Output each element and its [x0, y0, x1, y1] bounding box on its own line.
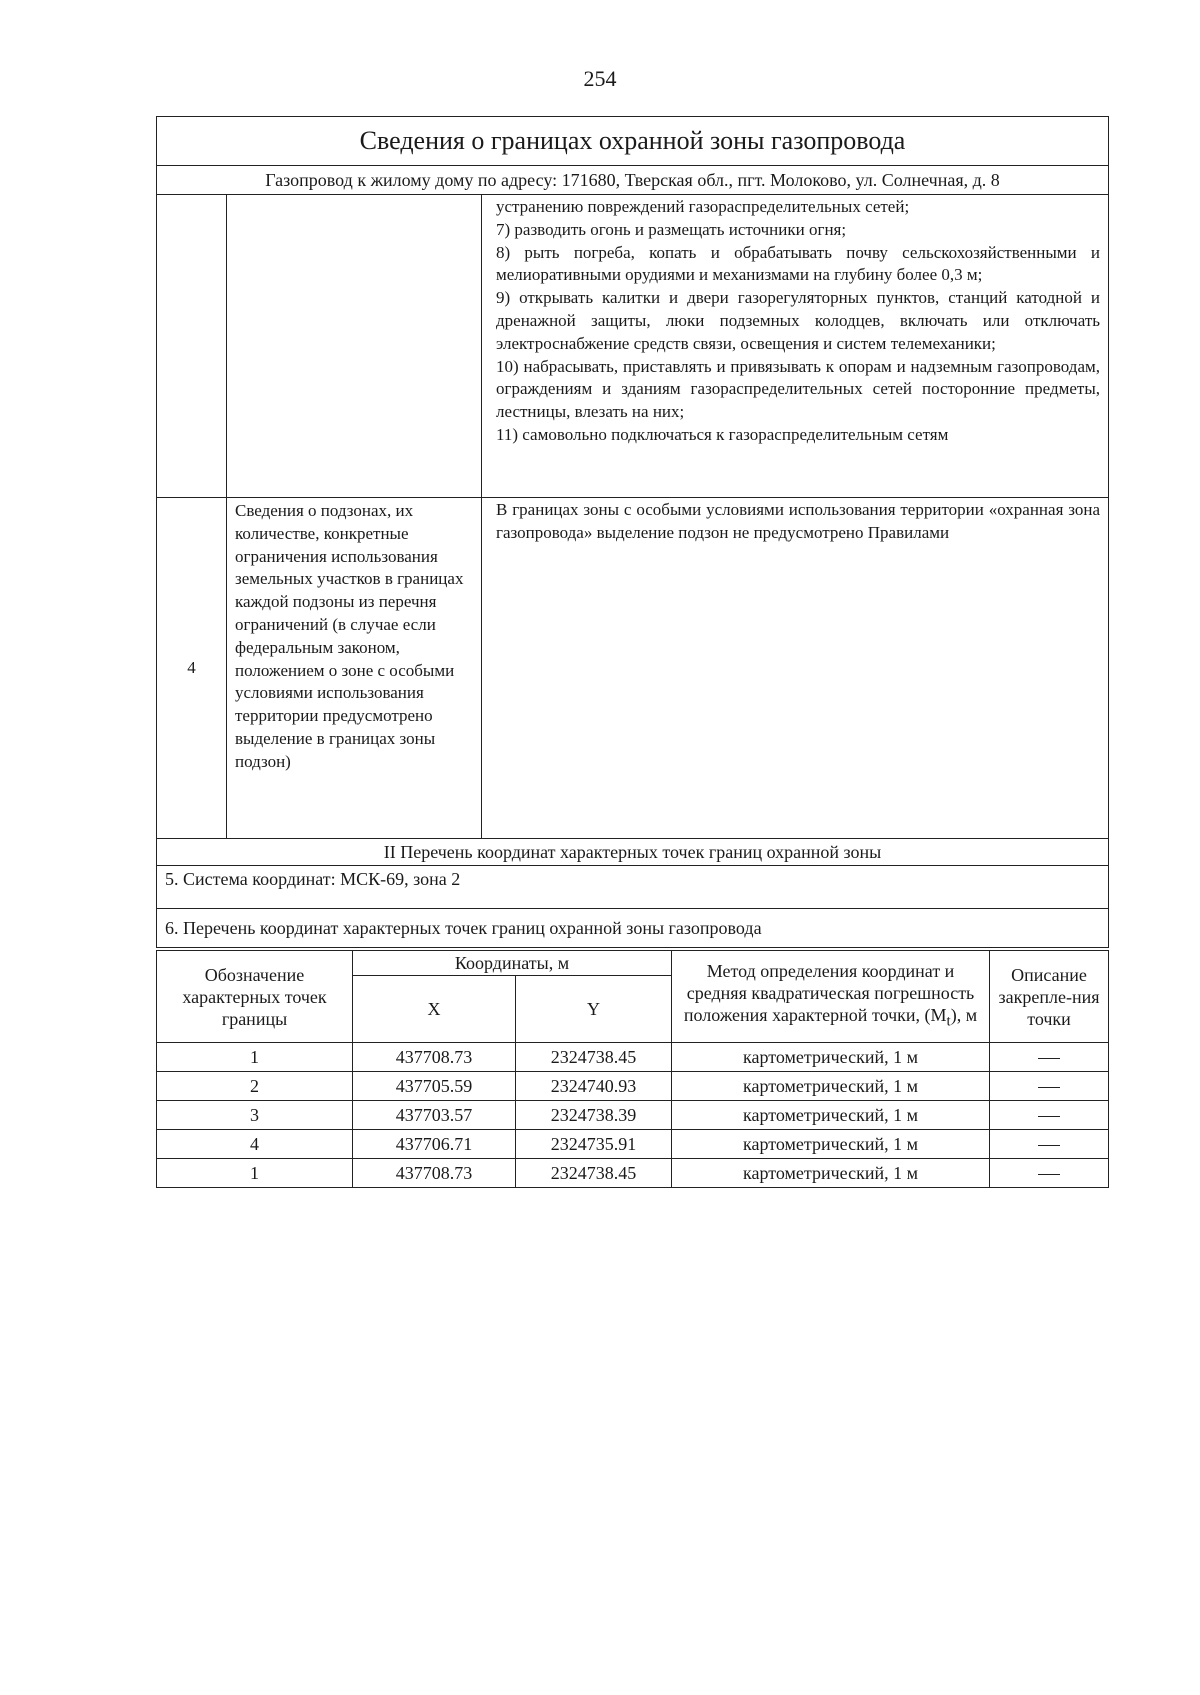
dash-mark — [1038, 1058, 1060, 1059]
subzones-name: Сведения о подзонах, их количестве, конкретные ограничения использования земельных участков в границах каждой подзоны из перечня ограничений (в случае если федеральным законом, положением о зоне с особыми условиями использования территории предусмотрено выделение в границах зоны подзон) — [227, 498, 482, 839]
table-row — [157, 1072, 1109, 1101]
cell-x: 437706.71 — [353, 1130, 516, 1159]
section2-row — [157, 839, 1109, 866]
cell-x: 437708.73 — [353, 1159, 516, 1188]
cell-fixing — [990, 1101, 1109, 1130]
cell-method: картометрический, 1 м — [672, 1072, 990, 1101]
header-method-text: Метод определения координат и средняя квадратическая погрешность положения характерной точки, (M — [683, 961, 975, 1026]
cell-y: 2324738.39 — [516, 1101, 672, 1130]
restriction-item: 11) самовольно подключаться к газораспределительным сетям — [496, 424, 949, 444]
dash-mark — [1038, 1116, 1060, 1117]
subzones-number: 4 — [157, 498, 227, 839]
dash-mark — [1038, 1087, 1060, 1088]
header-method — [672, 951, 990, 1043]
restriction-item: 8) рыть погреба, копать и обрабатывать почву сельскохозяйственными и мелиоративными орудиями и механизмами на глубину более 0,3 м; — [496, 242, 1101, 285]
coord-list-title: 6. Перечень координат характерных точек границ охранной зоны газопровода — [157, 909, 1109, 948]
restrictions-list — [482, 195, 1109, 498]
header-x: X — [353, 976, 516, 1043]
coord-system: 5. Система координат: МСК-69, зона 2 — [157, 866, 1109, 909]
cell-x: 437705.59 — [353, 1072, 516, 1101]
header-y: Y — [516, 976, 672, 1043]
header-fixing: Описание закрепле-ния точки — [990, 951, 1109, 1043]
header-point: Обозначение характерных точек границы — [157, 951, 353, 1043]
cell-point: 2 — [157, 1072, 353, 1101]
cell-fixing — [990, 1043, 1109, 1072]
zone-info-table — [156, 116, 1109, 948]
table-row — [157, 1130, 1109, 1159]
restriction-item: 10) набрасывать, приставлять и привязывать к опорам и надземным газопроводам, ограждениям и зданиям газораспределительных сетей посторонние предметы, лестницы, влезать на них; — [496, 356, 1101, 422]
table-row — [157, 1101, 1109, 1130]
cell-x: 437703.57 — [353, 1101, 516, 1130]
coords-header-row — [157, 951, 1109, 976]
subzones-row — [157, 498, 1109, 839]
restriction-item: 9) открывать калитки и двери газорегуляторных пунктов, станций катодной и дренажной защиты, люки подземных колодцев, включать или отключать электроснабжение средств связи, освещения и систем телемеханики; — [496, 288, 1101, 353]
coordinates-table — [156, 950, 1109, 1188]
restrictions-name-cell — [227, 195, 482, 498]
coord-system-row — [157, 866, 1109, 909]
subzones-description: В границах зоны с особыми условиями использования территории «охранная зона газопровода» выделение подзон не предусмотрено Правилами — [482, 498, 1109, 839]
title-row — [157, 117, 1109, 166]
cell-point: 1 — [157, 1159, 353, 1188]
cell-method: картометрический, 1 м — [672, 1159, 990, 1188]
coord-list-row — [157, 909, 1109, 948]
restrictions-number-cell — [157, 195, 227, 498]
restriction-item: 7) разводить огонь и размещать источники огня; — [496, 219, 847, 239]
cell-y: 2324740.93 — [516, 1072, 672, 1101]
table-row — [157, 1159, 1109, 1188]
cell-method: картометрический, 1 м — [672, 1130, 990, 1159]
cell-point: 4 — [157, 1130, 353, 1159]
cell-method: картометрический, 1 м — [672, 1043, 990, 1072]
header-method-subscript: t — [946, 1013, 951, 1030]
document-title: Сведения о границах охранной зоны газопровода — [157, 117, 1109, 166]
cell-fixing — [990, 1130, 1109, 1159]
object-address: Газопровод к жилому дому по адресу: 171680, Тверская обл., пгт. Молоково, ул. Солнечная, д. 8 — [157, 166, 1109, 195]
header-coords: Координаты, м — [353, 951, 672, 976]
cell-x: 437708.73 — [353, 1043, 516, 1072]
section2-title: II Перечень координат характерных точек границ охранной зоны — [157, 839, 1109, 866]
cell-point: 3 — [157, 1101, 353, 1130]
table-row — [157, 1043, 1109, 1072]
cell-fixing — [990, 1072, 1109, 1101]
page-number: 254 — [583, 66, 617, 91]
restrictions-row — [157, 195, 1109, 498]
cell-y: 2324738.45 — [516, 1159, 672, 1188]
cell-method: картометрический, 1 м — [672, 1101, 990, 1130]
header-method-tail: ), м — [950, 1005, 978, 1026]
cell-point: 1 — [157, 1043, 353, 1072]
dash-mark — [1038, 1145, 1060, 1146]
dash-mark — [1038, 1174, 1060, 1175]
cell-y: 2324738.45 — [516, 1043, 672, 1072]
cell-fixing — [990, 1159, 1109, 1188]
restriction-item: устранению повреждений газораспределительных сетей; — [496, 197, 910, 216]
address-row — [157, 166, 1109, 195]
cell-y: 2324735.91 — [516, 1130, 672, 1159]
